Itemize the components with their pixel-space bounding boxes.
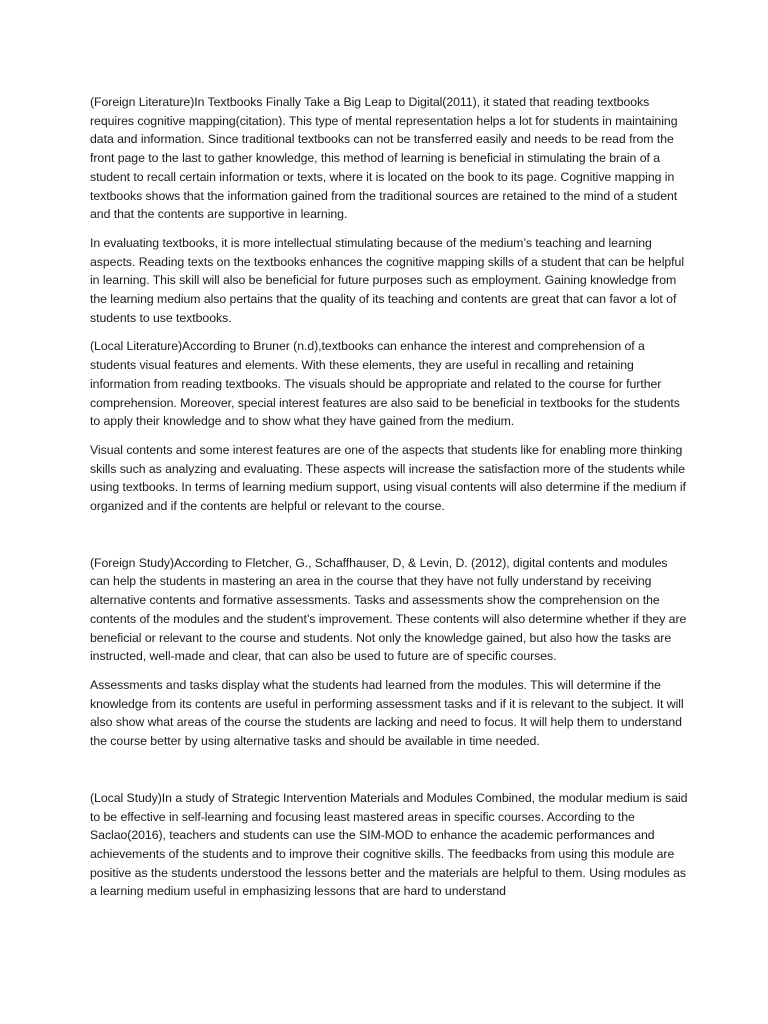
paragraph-local-literature: (Local Literature)According to Bruner (n.d),textbooks can enhance the interest and comprehension of a students visual features and elements. With these elements, they are useful in recalling and retaining information from reading textbooks. The visuals should be appropriate and related to the course for further comprehension. Moreover, special interest features are also said to be beneficial in textbooks for the students to apply their knowledge and to show what they have gained from the medium. bbox=[90, 339, 680, 429]
section-spacer bbox=[90, 526, 690, 554]
paragraph-foreign-literature: (Foreign Literature)In Textbooks Finally Take a Big Leap to Digital(2011), it stated that reading textbooks requires cognitive mapping(citation). This type of mental representation helps a lot for students in maintaining data and information. Since traditional textbooks can not be transferred easily and needs to be read from the front page to the last to gather knowledge, this method of learning is beneficial in stimulating the brain of a student to recall certain information or texts, where it is located on the book to its page. Cognitive mapping in textbooks shows that the information gained from the traditional sources are retained to the mind of a student and that the contents are supportive in learning. bbox=[90, 95, 678, 222]
section-spacer bbox=[90, 761, 690, 789]
document-body bbox=[90, 93, 690, 911]
paragraph-assessments: Assessments and tasks display what the students had learned from the modules. This will determine if the knowledge from its contents are useful in performing assessment tasks and if it is relevant to the subject. It will also show what areas of the course the students are lacking and need to focus. It will help them to understand the course better by using alternative tasks and should be available in time needed. bbox=[90, 677, 684, 749]
paragraph-foreign-study: (Foreign Study)According to Fletcher, G., Schaffhauser, D, & Levin, D. (2012), digital contents and modules can help the students in mastering an area in the course that they have not fully understand by receiving alternative contents and formative assessments. Tasks and assessments show the comprehension on the contents of the modules and the student’s improvement. These contents will also determine whether if they are beneficial or relevant to the course and students. Not only the knowledge gained, but also how the tasks are instructed, well-made and clear, that can also be used to future are of specific courses. bbox=[90, 555, 687, 664]
paragraph-textbook-evaluation: In evaluating textbooks, it is more intellectual stimulating because of the medium’s teaching and learning aspects. Reading texts on the textbooks enhances the cognitive mapping skills of a student that can be helpful in learning. This skill will also be beneficial for future purposes such as employment. Gaining knowledge from the learning medium also pertains that the quality of its teaching and contents are great that can favor a lot of students to use textbooks. bbox=[90, 235, 685, 325]
paragraph-visual-contents: Visual contents and some interest features are one of the aspects that students like for enabling more thinking skills such as analyzing and evaluating. These aspects will increase the satisfaction more of the students while using textbooks. In terms of learning medium support, using visual contents will also determine if the medium if organized and if the contents are helpful or relevant to the course. bbox=[90, 442, 686, 514]
paragraph-local-study: (Local Study)In a study of Strategic Intervention Materials and Modules Combined, the modular medium is said to be effective in self-learning and focusing least mastered areas in specific courses. According to the Saclao(2016), teachers and students can use the SIM-MOD to enhance the academic performances and achievements of the students and to improve their cognitive skills. The feedbacks from using this module are positive as the students understood the lessons better and the materials are helpful to them. Using modules as a learning medium useful in emphasizing lessons that are hard to understand bbox=[90, 790, 688, 899]
